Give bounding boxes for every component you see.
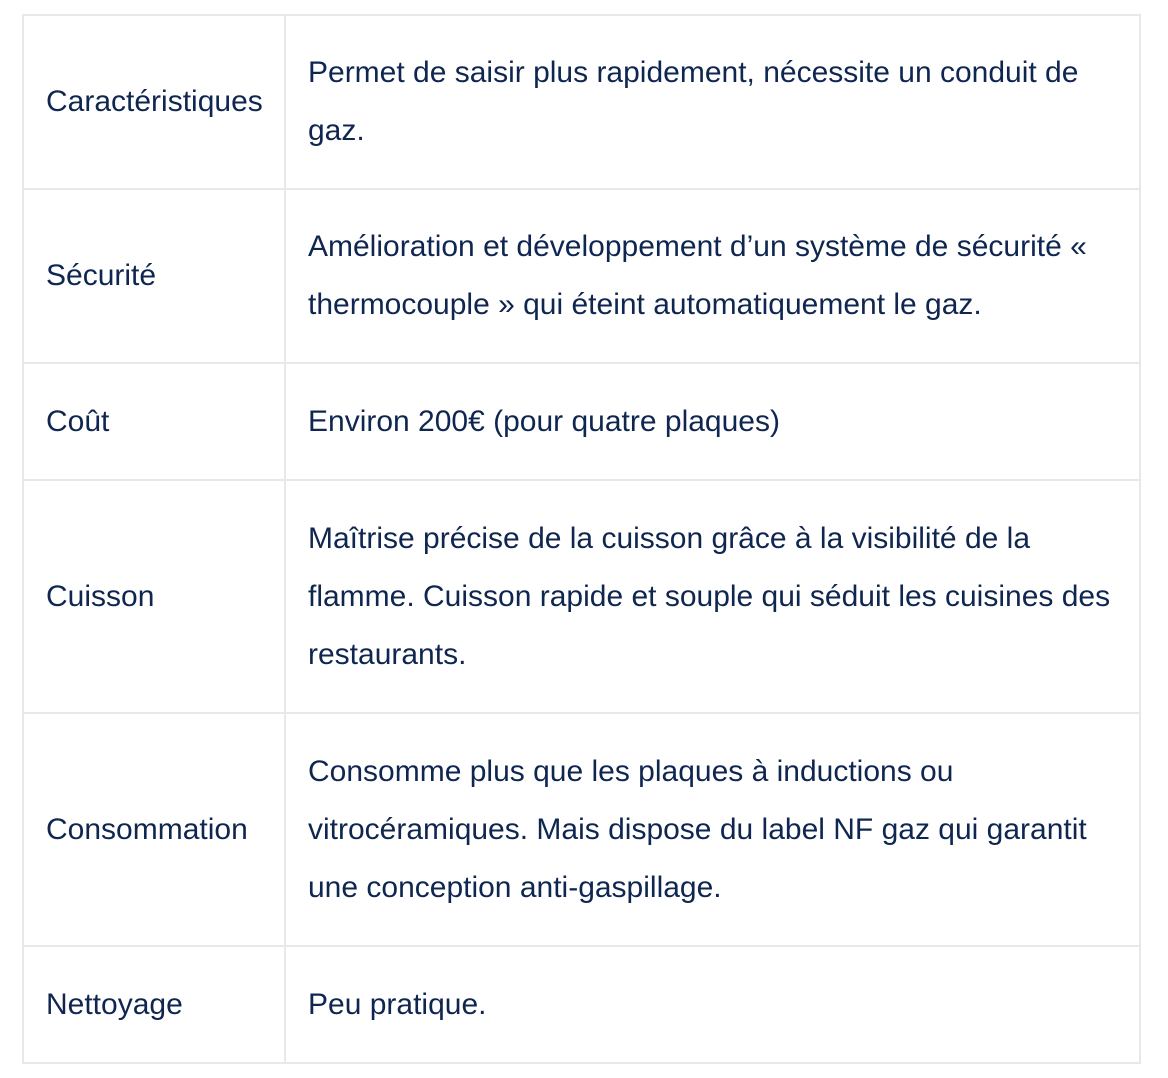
table-row [23,363,1140,480]
table-row [23,189,1140,363]
row-value-nettoyage: Peu pratique. [285,946,1140,1063]
table-row [23,946,1140,1063]
comparison-table [22,14,1141,1064]
row-label-securite: Sécurité [23,189,285,363]
row-value-caracteristiques: Permet de saisir plus rapidement, nécessite un conduit de gaz. [285,15,1140,189]
row-value-securite: Amélioration et développement d’un système de sécurité « thermocouple » qui éteint automatiquement le gaz. [285,189,1140,363]
row-label-cout: Coût [23,363,285,480]
table-row [23,713,1140,946]
row-label-cuisson: Cuisson [23,480,285,713]
row-value-consommation: Consomme plus que les plaques à inductions ou vitrocéramiques. Mais dispose du label NF gaz qui garantit une conception anti-gaspillage. [285,713,1140,946]
row-value-cuisson: Maîtrise précise de la cuisson grâce à la visibilité de la flamme. Cuisson rapide et souple qui séduit les cuisines des restaurants. [285,480,1140,713]
row-label-caracteristiques: Caractéristiques [23,15,285,189]
row-label-nettoyage: Nettoyage [23,946,285,1063]
table-body [23,15,1140,1063]
row-value-cout: Environ 200€ (pour quatre plaques) [285,363,1140,480]
table-row [23,15,1140,189]
row-label-consommation: Consommation [23,713,285,946]
table-row [23,480,1140,713]
